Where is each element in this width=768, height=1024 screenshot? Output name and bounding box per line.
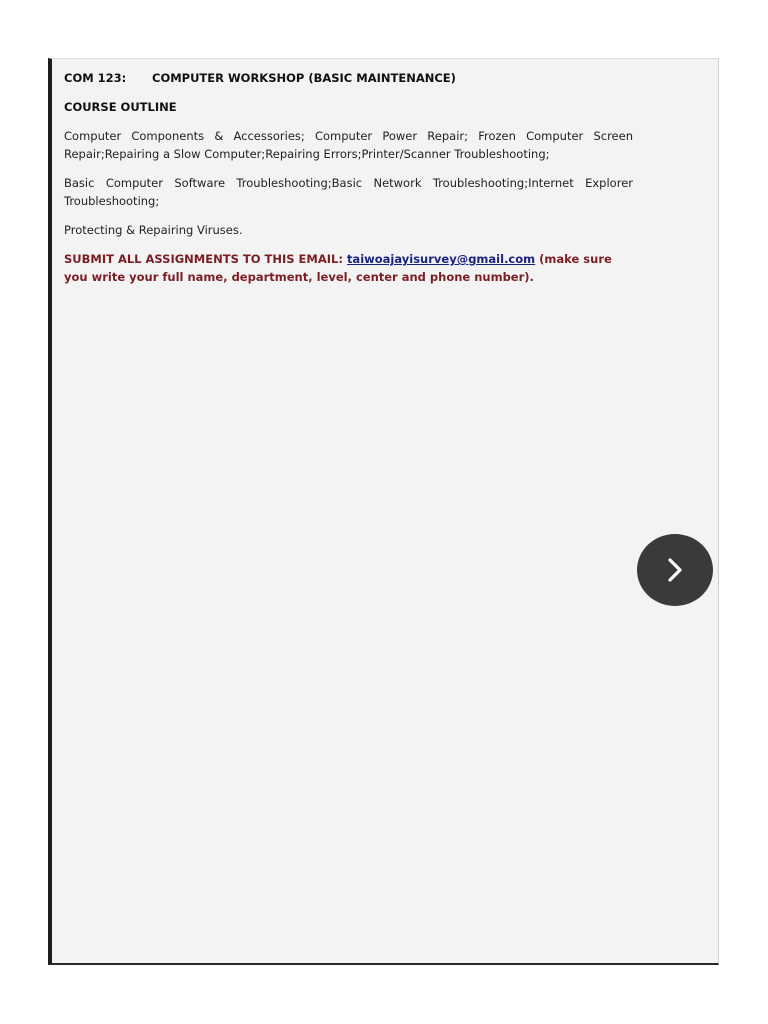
outline-paragraph-2: Basic Computer Software Troubleshooting;Basic Network Troubleshooting;Internet Explorer Troubleshooting; bbox=[64, 176, 633, 208]
document-page bbox=[48, 58, 719, 965]
chevron-right-icon bbox=[664, 557, 686, 583]
outline-paragraph-1: Computer Components & Accessories; Computer Power Repair; Frozen Computer Screen Repair;Repairing a Slow Computer;Repairing Errors;Printer/Scanner Troubleshooting; bbox=[64, 129, 633, 161]
outline-paragraph-3: Protecting & Repairing Viruses. bbox=[64, 223, 243, 237]
submit-instructions bbox=[64, 250, 633, 286]
course-heading bbox=[64, 69, 633, 87]
submit-email-link[interactable]: taiwoajayisurvey@gmail.com bbox=[346, 252, 536, 266]
course-title: COMPUTER WORKSHOP (BASIC MAINTENANCE) bbox=[152, 71, 456, 85]
submit-prefix: SUBMIT ALL ASSIGNMENTS TO THIS EMAIL: bbox=[64, 252, 347, 266]
course-outline-heading: COURSE OUTLINE bbox=[64, 100, 177, 114]
course-code: COM 123: bbox=[64, 71, 127, 85]
next-page-button[interactable] bbox=[637, 534, 713, 606]
submit-suffix: (make sure you write your full name, department, level, center and phone number). bbox=[64, 252, 612, 284]
